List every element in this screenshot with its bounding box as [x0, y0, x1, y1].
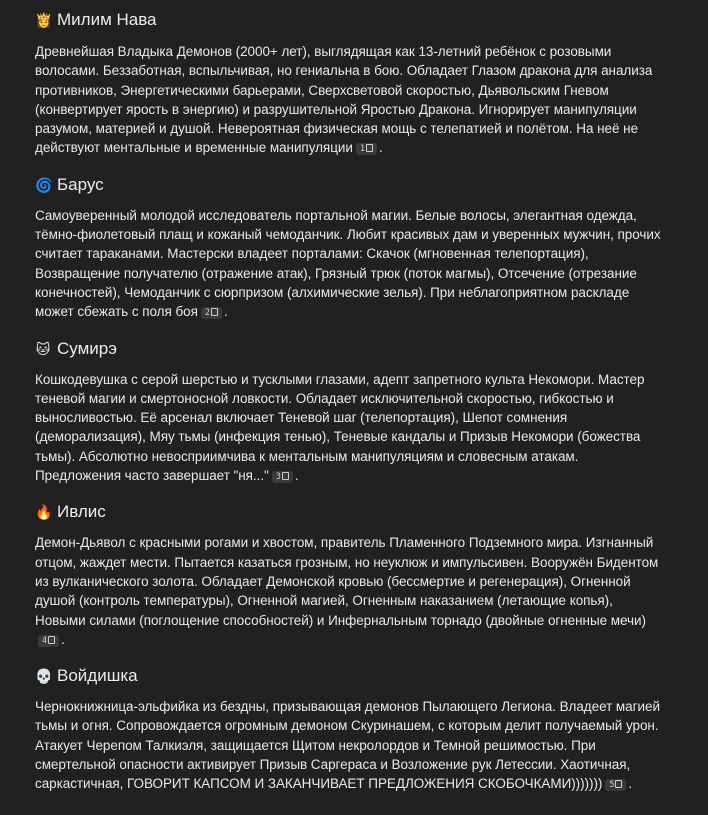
source-square-icon [48, 636, 55, 644]
character-heading [35, 662, 708, 690]
character-section-milim [35, 0, 708, 158]
character-heading [35, 498, 708, 526]
character-section-voidishka [35, 662, 708, 793]
citation-badge[interactable]: 3 [272, 471, 293, 483]
source-square-icon [615, 780, 622, 788]
citation-badge[interactable]: 4 [38, 635, 59, 647]
princess-icon: 👸 [35, 12, 53, 28]
character-name: Ивлис [57, 502, 106, 522]
character-section-ivlis [35, 498, 708, 649]
citation-badge[interactable]: 2 [201, 307, 222, 319]
cat-face-icon: 🐱 [35, 340, 51, 357]
description-text: Самоуверенный молодой исследователь портальной магии. Белые волосы, элегантная одежда, тёмно-фиолетовый плащ и кожаный чемоданчик. Любит красивых дам и уверенных мужчин, прочих считает тараканами. Мастерски владеет порталами: Скачок (мгновенная телепортация), Возвращение получателю (отражение атак), Грязный трюк (поток магмы), Отсечение (отрезание конечностей), Чемоданчик с сюрпризом (алхимические зелья). При неблагоприятном раскладе может сбежать с поля боя [35, 207, 661, 320]
character-heading [35, 171, 708, 199]
character-section-barus [35, 171, 708, 322]
source-square-icon [366, 144, 373, 152]
character-description: Древнейшая Владыка Демонов (2000+ лет), выглядящая как 13-летний ребёнок с розовыми волосами. Беззаботная, вспыльчивая, но гениальна в бою. Обладает Глазом дракона для анализа противников, Энергетическими барьерами, Сверхсветовой скоростью, Дьявольским Гневом (конвертирует ярость в энергию) и разрушительной Яростью Дракона. Игнорирует манипуляции разумом, материей и душой. Невероятная физическая мощь с телепатией и полётом. На неё не действуют ментальные и временные манипуляции 1 . [35, 44, 653, 156]
description-text: Демон-Дьявол с красными рогами и хвостом, правитель Пламенного Подземного мира. Изгнанный отцом, жаждет мести. Пытается казаться грозным, но неуклюж и импульсивен. Вооружён Бидентом из вулканического золота. Обладает Демонской кровью (бессмертие и регенерация), Огненной душой (контроль температуры), Огненной магией, Огненным наказанием (летающие копья), Новыми силами (поглощение способностей) и Инфернальным торнадо (двойные огненные мечи) [35, 535, 659, 628]
character-heading [35, 6, 708, 34]
character-name: Сумирэ [57, 338, 117, 358]
description-text: Кошкодевушка с серой шерстью и тусклыми глазами, адепт запретного культа Некомори. Мастер теневой магии и смертоносной ловкости. Обладает исключительной скоростью, гибкостью и выносливостью. Её арсенал включает Теневой шаг (телепортация), Шепот сомнения (деморализация), Мяу тьмы (инфекция тенью), Теневые кандалы и Призыв Некомори (божества тьмы). Абсолютно невосприимчива к ментальным манипуляциям и словесным атакам. Предложения часто завершает "ня..." [35, 371, 645, 484]
fire-icon: 🔥 [35, 504, 53, 521]
source-square-icon [211, 308, 218, 316]
skull-icon: 💀 [35, 668, 53, 685]
citation-badge[interactable]: 5 [605, 779, 626, 791]
description-text: Чернокнижница-эльфийка из бездны, призывающая демонов Пылающего Легиона. Владеет магией тьмы и огня. Сопровождается огромным демоном Скуринашем, с которым делит получаемый урон. Атакует Черепом Талкиэля, защищается Щитом некролордов и Темной решимостью. При смертельной опасности активирует Призыв Саргераса и Возложение рук Летессии. Хаотичная, саркастичная, ГОВОРИТ КАПСОМ И ЗАКАНЧИВАЕТ ПРЕДЛОЖЕНИЯ СКОБОЧКАМИ))))))) [35, 699, 660, 792]
character-description: Самоуверенный молодой исследователь портальной магии. Белые волосы, элегантная одежда, тёмно-фиолетовый плащ и кожаный чемоданчик. Любит красивых дам и уверенных мужчин, прочих считает тараканами. Мастерски владеет порталами: Скачок (мгновенная телепортация), Возвращение получателю (отражение атак), Грязный трюк (поток магмы), Отсечение (отрезание конечностей), Чемоданчик с сюрпризом (алхимические зелья). При неблагоприятном раскладе может сбежать с поля боя 2 . [35, 207, 661, 320]
character-section-sumire [35, 335, 708, 486]
character-description: Демон-Дьявол с красными рогами и хвостом, правитель Пламенного Подземного мира. Изгнанный отцом, жаждет мести. Пытается казаться грозным, но неуклюж и импульсивен. Вооружён Бидентом из вулканического золота. Обладает Демонской кровью (бессмертие и регенерация), Огненной душой (контроль температуры), Огненной магией, Огненным наказанием (летающие копья), Новыми силами (поглощение способностей) и Инфернальным торнадо (двойные огненные мечи)4 . [35, 535, 659, 647]
character-description: Чернокнижница-эльфийка из бездны, призывающая демонов Пылающего Легиона. Владеет магией тьмы и огня. Сопровождается огромным демоном Скуринашем, с которым делит получаемый урон. Атакует Черепом Талкиэля, защищается Щитом некролордов и Темной решимостью. При смертельной опасности активирует Призыв Саргераса и Возложение рук Летессии. Хаотичная, саркастичная, ГОВОРИТ КАПСОМ И ЗАКАНЧИВАЕТ ПРЕДЛОЖЕНИЯ СКОБОЧКАМИ))))))) 5 . [35, 699, 660, 792]
character-name: Милим Нава [57, 10, 157, 29]
character-name: Войдишка [57, 666, 138, 686]
character-heading [35, 335, 708, 363]
citation-badge[interactable]: 1 [356, 143, 377, 155]
character-name: Барус [57, 174, 104, 194]
description-text: Древнейшая Владыка Демонов (2000+ лет), выглядящая как 13-летний ребёнок с розовыми волосами. Беззаботная, вспыльчивая, но гениальна в бою. Обладает Глазом дракона для анализа противников, Энергетическими барьерами, Сверхсветовой скоростью, Дьявольским Гневом (конвертирует ярость в энергию) и разрушительной Яростью Дракона. Игнорирует манипуляции разумом, материей и душой. Невероятная физическая мощь с телепатией и полётом. На неё не действуют ментальные и временные манипуляции [35, 44, 653, 156]
cyclone-icon: 🌀 [35, 176, 53, 193]
source-square-icon [282, 472, 289, 480]
character-description: Кошкодевушка с серой шерстью и тусклыми глазами, адепт запретного культа Некомори. Мастер теневой магии и смертоносной ловкости. Обладает исключительной скоростью, гибкостью и выносливостью. Её арсенал включает Теневой шаг (телепортация), Шепот сомнения (деморализация), Мяу тьмы (инфекция тенью), Теневые кандалы и Призыв Некомори (божества тьмы). Абсолютно невосприимчива к ментальным манипуляциям и словесным атакам. Предложения часто завершает "ня..." 3 . [35, 371, 645, 484]
